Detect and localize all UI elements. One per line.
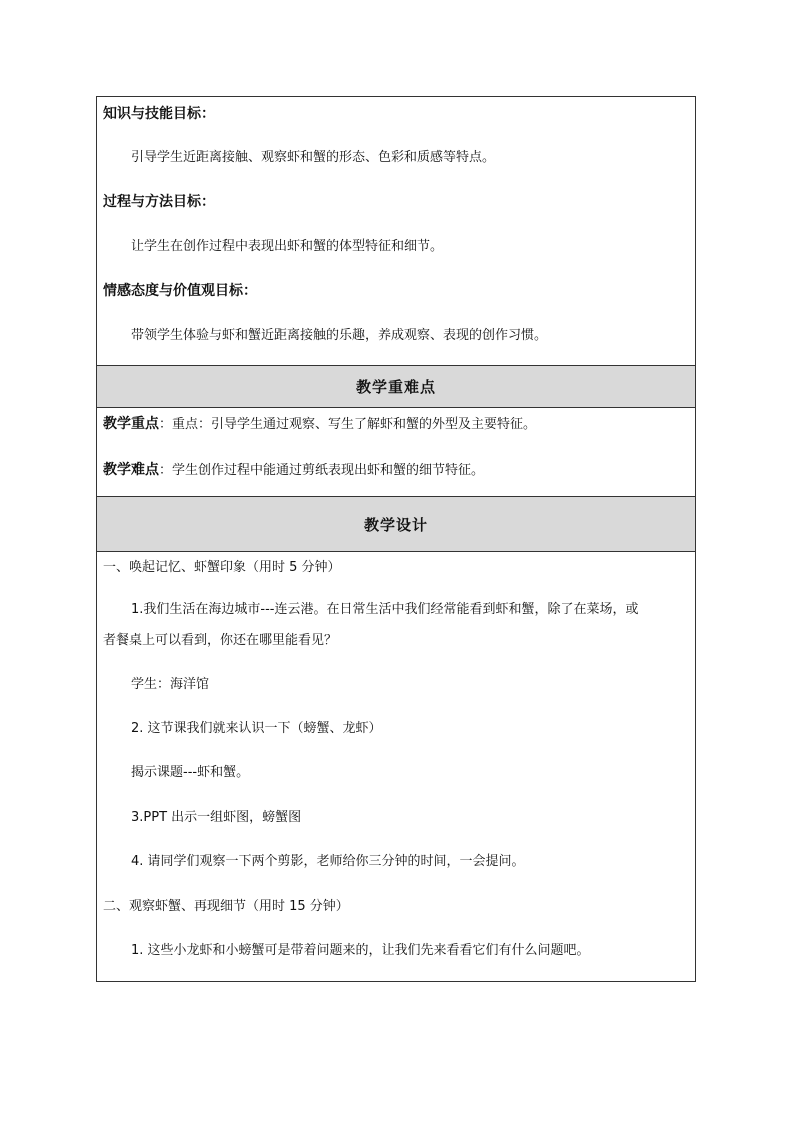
difficulty-label: 教学难点 (103, 462, 159, 478)
key-points-title: 教学重难点 (355, 378, 436, 396)
design-header (97, 496, 695, 552)
design-line: 4. 请同学们观察一下两个剪影，老师给你三分钟的时间，一会提问。 (131, 854, 525, 869)
design-step-heading: 二、观察虾蟹、再现细节（用时 15 分钟） (103, 899, 349, 914)
difficulty-line (103, 461, 484, 480)
design-line: 2. 这节课我们就来认识一下（螃蟹、龙虾） (131, 721, 382, 736)
design-line: 3.PPT 出示一组虾图，螃蟹图 (131, 810, 302, 825)
design-section (97, 552, 695, 981)
knowledge-goal-text: 引导学生近距离接触、观察虾和蟹的形态、色彩和质感等特点。 (131, 150, 496, 165)
knowledge-goal-heading: 知识与技能目标： (103, 106, 215, 122)
key-points-section (97, 408, 695, 496)
process-goal-text: 让学生在创作过程中表现出虾和蟹的体型特征和细节。 (131, 239, 444, 254)
focus-label: 教学重点 (103, 416, 159, 432)
focus-text: ：重点：引导学生通过观察、写生了解虾和蟹的外型及主要特征。 (159, 417, 537, 432)
focus-line (103, 415, 536, 434)
goals-section (97, 97, 695, 365)
difficulty-text: ：学生创作过程中能通过剪纸表现出虾和蟹的细节特征。 (159, 463, 485, 478)
design-line: 者餐桌上可以看到，你还在哪里能看见？ (103, 633, 338, 648)
design-line: 1.我们生活在海边城市---连云港。在日常生活中我们经常能看到虾和蟹，除了在菜场，或 (131, 602, 639, 617)
design-line: 揭示课题---虾和蟹。 (131, 765, 250, 780)
design-line: 1. 这些小龙虾和小螃蟹可是带着问题来的，让我们先来看看它们有什么问题吧。 (131, 943, 590, 958)
process-goal-heading: 过程与方法目标： (103, 194, 215, 210)
design-step-heading: 一、唤起记忆、虾蟹印象（用时 5 分钟） (103, 560, 341, 575)
key-points-header (97, 365, 695, 408)
emotion-goal-text: 带领学生体验与虾和蟹近距离接触的乐趣，养成观察、表现的创作习惯。 (131, 328, 548, 343)
design-line: 学生：海洋馆 (131, 677, 210, 692)
design-title: 教学设计 (363, 515, 428, 534)
emotion-goal-heading: 情感态度与价值观目标： (103, 283, 257, 299)
lesson-plan-table (96, 96, 696, 982)
